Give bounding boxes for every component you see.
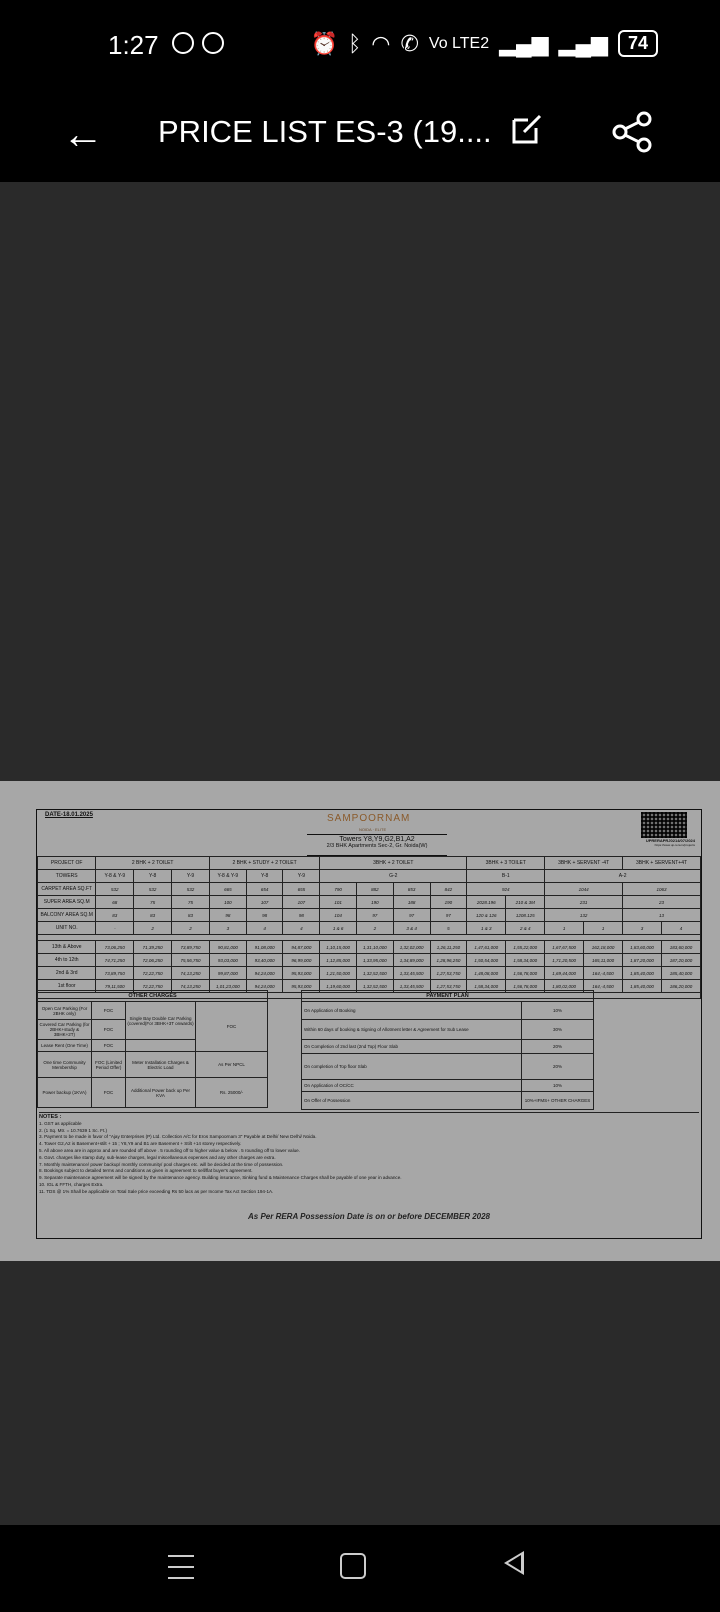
super-cell: 190 <box>430 896 467 909</box>
super-cell: 101 <box>320 896 357 909</box>
price-cell: 185,40,000 <box>661 967 700 980</box>
note-item: 8. Bookings subject to detailed terms and conditions as given in agreement to sell/flat buyer's agreement. <box>39 1168 253 1174</box>
super-cell: 107 <box>283 896 320 909</box>
price-cell: 183,60,000 <box>661 941 700 954</box>
status-time: 1:27 <box>108 30 159 60</box>
unit-no-cell: 3 & 4 <box>393 922 430 935</box>
charge-value: FOC (Limited Period Offer) <box>92 1052 126 1078</box>
price-cell: 1,28,96,250 <box>430 954 467 967</box>
charge-value: FOC <box>92 1078 126 1108</box>
plan-stage: On Application of OC/CC <box>302 1080 522 1092</box>
label-balcony: BALCONY AREA SQ.M <box>38 909 96 922</box>
carpet-cell: 842 <box>430 883 467 896</box>
unit-no-cell: 2 <box>172 922 210 935</box>
price-cell: 94,24,000 <box>246 980 283 993</box>
tower-cell: A-2 <box>545 870 701 883</box>
price-cell: 1,32,52,500 <box>357 980 394 993</box>
price-cell: 164,-4,500 <box>584 967 623 980</box>
carpet-cell: 532 <box>172 883 210 896</box>
price-cell: 74,13,250 <box>172 967 210 980</box>
price-cell: 95,93,000 <box>283 980 320 993</box>
unit-no-cell: 2 & 4 <box>506 922 545 935</box>
alarm-icon: ⏰ <box>310 30 339 56</box>
floor-label: 2nd & 3rd <box>38 967 96 980</box>
price-cell: 1,21,50,000 <box>320 967 357 980</box>
project-subline: 2/3 BHK Apartments Sec-2, Gr. Noida(W) <box>326 843 428 849</box>
floor-label: 1st floor <box>38 980 96 993</box>
charge-label: Power backup (1KVA) <box>38 1078 92 1108</box>
note-item: 11. TDS @ 1% Shall be applicable on Total Sale price exceeding Rs 50 lacs as per Income Tax Act Section 194-1A. <box>39 1188 274 1194</box>
balcony-cell: 120 & 126 <box>467 909 506 922</box>
price-cell: 1,50,54,000 <box>467 954 506 967</box>
price-cell: 96,99,000 <box>283 954 320 967</box>
price-cell: 72,22,750 <box>134 967 172 980</box>
carpet-cell: 1044 <box>545 883 623 896</box>
balcony-cell: 83 <box>134 909 172 922</box>
recents-icon[interactable] <box>168 1555 194 1588</box>
charge-value: As Per NPCL <box>196 1052 268 1078</box>
price-cell: 1,69,44,000 <box>545 967 584 980</box>
brand-logo: SAMPOORNAM <box>327 813 411 824</box>
price-cell: 73,89,750 <box>96 967 134 980</box>
note-item: 1. GST as applicable <box>39 1120 82 1126</box>
charge-label: One time Community Membership <box>38 1052 92 1078</box>
carpet-cell: 654 <box>246 883 283 896</box>
carpet-cell: 532 <box>96 883 134 896</box>
price-cell: 75,56,750 <box>172 954 210 967</box>
page-title: PRICE LIST ES-3 (19.... <box>158 114 492 149</box>
unit-no-cell: 2 <box>134 922 172 935</box>
balcony-cell: 13 <box>623 909 701 922</box>
price-cell: 73,89,750 <box>172 941 210 954</box>
document-viewer[interactable] <box>0 182 720 1525</box>
battery-icon: 74 <box>618 30 658 57</box>
price-cell: 187,20,000 <box>661 954 700 967</box>
price-cell: 1,26,11,250 <box>430 941 467 954</box>
label-super: SUPER AREA SQ.M <box>38 896 96 909</box>
note-item: 3. Payment to be made in favor of "Ajay Enterprises (P) Ltd. Collection A/C for Eros Sampoornam 3" Payable at Delhi/ New Delhi/ Noida. <box>39 1134 317 1140</box>
notes-section <box>39 1112 699 1196</box>
bluetooth-icon: ᛒ <box>348 30 362 56</box>
price-cell: 1,32,02,000 <box>393 941 430 954</box>
super-cell: 231 <box>545 896 623 909</box>
price-table <box>37 856 701 999</box>
balcony-cell: 132 <box>545 909 623 922</box>
super-cell: 75 <box>172 896 210 909</box>
tower-cell: Y-9 <box>283 870 320 883</box>
signal-2-icon: ▂▄▆ <box>558 30 608 56</box>
messenger-icon <box>202 32 224 54</box>
possession-note: As Per RERA Possession Date is on or before DECEMBER 2028 <box>248 1212 490 1221</box>
price-cell: 162,18,000 <box>584 941 623 954</box>
qr-code-icon <box>641 812 687 838</box>
unit-type: 3BHK + SERVENT -4T <box>545 857 623 870</box>
share-icon[interactable] <box>610 110 654 154</box>
balcony-cell: 104 <box>320 909 357 922</box>
price-cell: 1,33,95,000 <box>357 954 394 967</box>
price-cell: 95,93,000 <box>283 967 320 980</box>
price-cell: 1,47,61,000 <box>467 941 506 954</box>
balcony-cell: 83 <box>172 909 210 922</box>
price-cell: 1,01,23,000 <box>209 980 246 993</box>
notification-icons <box>172 32 224 54</box>
super-cell: 75 <box>134 896 172 909</box>
unit-no-cell: 5 <box>430 922 467 935</box>
price-cell: 79,11,500 <box>96 980 134 993</box>
unit-no-cell: 4 <box>661 922 700 935</box>
unit-type: 2 BHK + 2 TOILET <box>96 857 210 870</box>
price-cell: 1,31,10,000 <box>357 941 394 954</box>
label-unit: UNIT NO. <box>38 922 96 935</box>
tower-cell: Y-8 & Y-9 <box>96 870 134 883</box>
price-cell: 90,81,000 <box>209 941 246 954</box>
plan-pct: 20% <box>522 1054 594 1080</box>
price-cell: 71,39,250 <box>134 941 172 954</box>
price-cell: 1,85,40,000 <box>623 980 662 993</box>
price-cell: 1,55,22,000 <box>506 941 545 954</box>
unit-type: 3BHK + SERVENT+4T <box>623 857 701 870</box>
note-item: 10. IGL & FFTH, charges Extra. <box>39 1181 104 1187</box>
plan-stage: On Offer of Possession <box>302 1092 522 1110</box>
price-cell: 1,58,34,000 <box>506 954 545 967</box>
carpet-cell: 790 <box>320 883 357 896</box>
wifi-call-icon: ✆ <box>400 30 419 56</box>
super-cell: 210 & 3M <box>506 896 545 909</box>
price-cell: 91,08,000 <box>246 941 283 954</box>
note-item: 7. Monthly maintenance/ power backup/ monthly community/ pool charges etc. will be decided at the time of possession. <box>39 1161 284 1167</box>
unit-no-cell: 4 <box>246 922 283 935</box>
price-cell: 1,56,78,000 <box>506 980 545 993</box>
signal-icon: ▂▄▆ <box>499 30 549 56</box>
document-page[interactable] <box>0 781 720 1261</box>
carpet-cell: 532 <box>134 883 172 896</box>
super-cell: 68 <box>96 896 134 909</box>
price-cell: 165,11,000 <box>584 954 623 967</box>
carpet-cell: 655 <box>283 883 320 896</box>
notes-title: NOTES : <box>39 1114 62 1120</box>
payment-plan-title: PAYMENT PLAN <box>302 991 594 1002</box>
price-cell: 1,27,53,750 <box>430 980 467 993</box>
plan-pct: 10% <box>522 1002 594 1020</box>
price-cell: 164,-4,500 <box>584 980 623 993</box>
brand-logo-sub: NOIDA · ELITE <box>359 827 387 832</box>
tower-header <box>307 834 447 856</box>
system-icons <box>311 30 658 57</box>
price-cell: 1,48,08,000 <box>467 967 506 980</box>
wifi-icon: ◠ <box>371 30 391 56</box>
price-cell: 1,67,67,500 <box>545 941 584 954</box>
price-cell: 1,10,15,000 <box>320 941 357 954</box>
note-item: 2. (1 Sq. Mtr. = 10.7639 1 Sc. Ft.) <box>39 1127 108 1133</box>
price-cell: 99,87,000 <box>209 967 246 980</box>
whatsapp-icon <box>172 32 194 54</box>
carpet-cell: 853 <box>393 883 430 896</box>
carpet-cell: 665 <box>209 883 246 896</box>
price-cell: 93,03,000 <box>209 954 246 967</box>
balcony-cell: 98 <box>246 909 283 922</box>
other-charges-table <box>37 990 268 1108</box>
charge-label: Covered Car Parking (for 2BHK+study & 3BHK+2T) <box>38 1020 92 1040</box>
unit-no-cell: 3 <box>623 922 662 935</box>
price-cell: 1,33,45,500 <box>393 980 430 993</box>
charge-desc: Meter Installation Charges & Electric Load <box>126 1052 196 1078</box>
plan-stage: Within 60 days of booking & Signing of Allotment letter & Agreement for Sub Lease <box>302 1020 522 1040</box>
balcony-cell: 83 <box>96 909 134 922</box>
tower-cell: Y-8 <box>134 870 172 883</box>
price-cell: 1,12,85,000 <box>320 954 357 967</box>
status-bar <box>0 0 720 90</box>
price-cell: 74,13,250 <box>172 980 210 993</box>
unit-no-cell: - <box>96 922 134 935</box>
carpet-cell: 882 <box>357 883 394 896</box>
unit-type: 3BHK + 2 TOILET <box>320 857 467 870</box>
price-cell: 1,85,40,000 <box>623 967 662 980</box>
note-item: 6. Govt. charges like stamp duty, sub-lease charges, legal miscellaneous expenses and any other charges are extra. <box>39 1154 276 1160</box>
price-cell: 1,80,02,000 <box>545 980 584 993</box>
tower-cell: Y-8 <box>246 870 283 883</box>
carpet-cell: 924 <box>467 883 545 896</box>
tower-cell: G-2 <box>320 870 467 883</box>
other-charges-title: OTHER CHARGES <box>38 991 268 1002</box>
plan-pct: 10%+IFMS+ OTHER CHARGES <box>522 1092 594 1110</box>
doc-date: DATE-18.01.2025 <box>45 812 93 818</box>
unit-no-cell: 1 <box>584 922 623 935</box>
app-bar <box>0 90 720 182</box>
price-cell: 93,40,000 <box>246 954 283 967</box>
price-cell: 72,06,250 <box>134 954 172 967</box>
note-item: 4. Tower G2,A2 is Basement+stilt + 15 ; Y8,Y9 and B1 are Basement + Stilt +14 storey respectively. <box>39 1141 242 1147</box>
unit-no-cell: 1 & 6 <box>320 922 357 935</box>
price-cell: 1,58,34,000 <box>467 980 506 993</box>
price-cell: 1,33,45,500 <box>393 967 430 980</box>
charge-desc: Additional Power back up Per KVA <box>126 1078 196 1108</box>
rera-url: https://www.up-rera.in/projects <box>654 843 695 847</box>
unit-no-cell: 3 <box>209 922 246 935</box>
floor-label: 13th & Above <box>38 941 96 954</box>
charge-value: FOC <box>92 1002 126 1020</box>
super-cell: 190 <box>357 896 394 909</box>
nav-back-icon[interactable] <box>504 1551 524 1575</box>
price-cell: 72,22,750 <box>134 980 172 993</box>
balcony-cell: 1208.125 <box>506 909 545 922</box>
charge-value: FOC <box>92 1020 126 1040</box>
price-cell: 1,27,53,750 <box>430 967 467 980</box>
balcony-cell: 97 <box>357 909 394 922</box>
towers-label: Towers Y8,Y9,G2,B1,A2 <box>339 836 415 843</box>
price-list-sheet <box>36 809 702 1239</box>
plan-pct: 10% <box>522 1080 594 1092</box>
charges-section <box>37 990 701 1112</box>
price-cell: 1,87,20,000 <box>623 954 662 967</box>
super-cell: 100 <box>209 896 246 909</box>
network-label: Vo LTE2 <box>428 34 490 52</box>
super-cell: 188 <box>393 896 430 909</box>
price-cell: 1,34,89,000 <box>393 954 430 967</box>
balcony-cell: 97 <box>393 909 430 922</box>
balcony-cell: 97 <box>430 909 467 922</box>
charge-label: Lease Rent (One Time) <box>38 1040 92 1052</box>
charge-label: Open Car Parking (For 2BHK only) <box>38 1002 92 1020</box>
price-cell: 74,71,250 <box>96 954 134 967</box>
balcony-cell: 98 <box>209 909 246 922</box>
edit-icon[interactable] <box>510 112 544 146</box>
price-cell: 1,19,60,000 <box>320 980 357 993</box>
label-towers: TOWERS <box>38 870 96 883</box>
plan-stage: On Completion of 2nd last (2nd Top) Floor Slab <box>302 1040 522 1054</box>
unit-no-cell: 1 <box>545 922 584 935</box>
label-project: PROJECT OF <box>38 857 96 870</box>
back-arrow-icon[interactable]: ← <box>62 110 104 157</box>
unit-no-cell: 2 <box>357 922 394 935</box>
plan-pct: 30% <box>522 1020 594 1040</box>
plan-stage: On Application of Booking <box>302 1002 522 1020</box>
price-cell: 73,06,250 <box>96 941 134 954</box>
super-cell: 107 <box>246 896 283 909</box>
unit-type: 2 BHK + STUDY + 2 TOILET <box>209 857 319 870</box>
price-cell: 94,87,000 <box>283 941 320 954</box>
carpet-cell: 1063 <box>623 883 701 896</box>
price-cell: 186,20,000 <box>661 980 700 993</box>
charge-desc: Single Bay Double Car Parking (covered(For 3BHK+3T onwards) <box>126 1002 196 1040</box>
plan-stage: On completion of Top floor Slab <box>302 1054 522 1080</box>
rera-number: UPRERAPRJ0214/07/2024 <box>645 838 695 843</box>
price-cell: 1,71,20,500 <box>545 954 584 967</box>
label-carpet: CARPET AREA SQ.FT <box>38 883 96 896</box>
tower-cell: B-1 <box>467 870 545 883</box>
tower-cell: Y-9 <box>172 870 210 883</box>
unit-type: 3BHK + 3 TOILET <box>467 857 545 870</box>
super-cell: 23 <box>623 896 701 909</box>
price-cell: 1,83,60,000 <box>623 941 662 954</box>
note-item: 5. All above area are in approx and are rounded off above . 5 rounding off to higher value & below . 5 rounding off to lower value. <box>39 1147 301 1153</box>
payment-plan-table <box>301 990 594 1110</box>
unit-no-cell: 1 & 3 <box>467 922 506 935</box>
tower-cell: Y-8 & Y-9 <box>209 870 246 883</box>
plan-pct: 20% <box>522 1040 594 1054</box>
charge-value: FOC <box>92 1040 126 1052</box>
price-cell: 1,32,52,500 <box>357 967 394 980</box>
balcony-cell: 98 <box>283 909 320 922</box>
unit-no-cell: 4 <box>283 922 320 935</box>
price-cell: 94,24,000 <box>246 967 283 980</box>
charge-value: Rs. 25000/- <box>196 1078 268 1108</box>
super-cell: 2028.196 <box>467 896 506 909</box>
nav-bar <box>0 1525 720 1612</box>
floor-label: 4th to 12th <box>38 954 96 967</box>
charge-value: FOC <box>196 1002 268 1052</box>
charge-desc-empty <box>126 1040 196 1052</box>
home-icon[interactable] <box>340 1553 366 1579</box>
price-cell: 1,56,78,000 <box>506 967 545 980</box>
note-item: 9. Separate maintenance agreement will be signed by the maintenance agency. Building insurance, Sinking fund & Maintenance Charges shall be payable of one year in advance. <box>39 1175 402 1181</box>
